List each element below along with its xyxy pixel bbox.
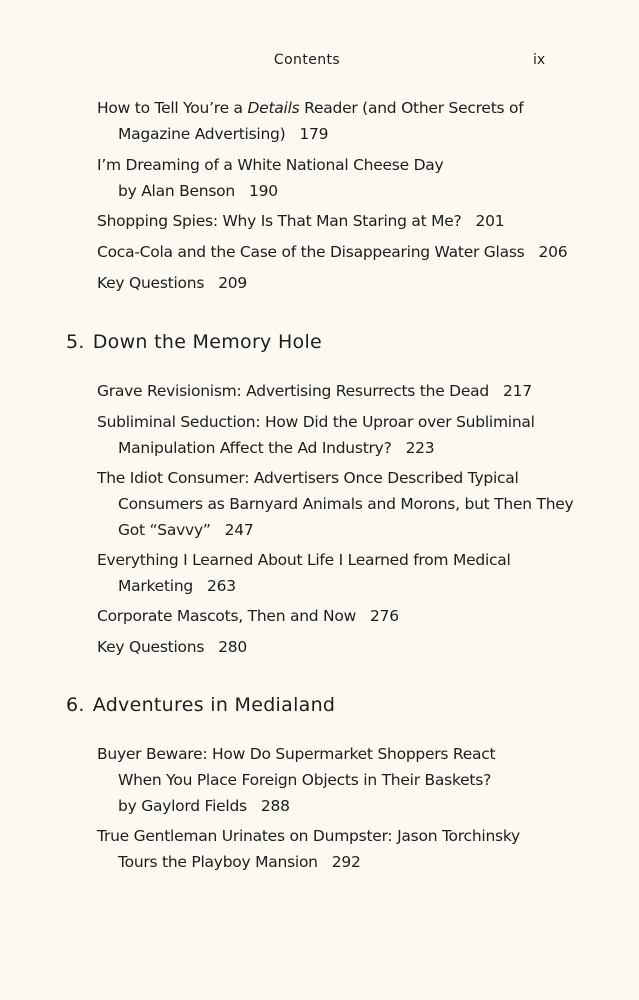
toc-entry: Key Questions 280: [97, 638, 248, 656]
chapter-title: Down the Memory Hole: [92, 331, 323, 353]
entry-page-number: 288: [260, 797, 290, 815]
entry-page-number: 206: [538, 243, 568, 261]
toc-entry: Key Questions 209: [97, 274, 248, 292]
chapter-heading: [66, 694, 335, 716]
toc-entry: True Gentleman Urinates on Dumpster: Jason Torchinsky Tours the Playboy Mansion 292: [97, 827, 520, 871]
toc-entry: Buyer Beware: How Do Supermarket Shoppers React When You Place Foreign Objects in Their Baskets? by Gaylord Fields 288: [97, 745, 496, 815]
italic-title: Details: [247, 99, 300, 117]
entry-page-number: 201: [475, 212, 505, 230]
entry-page-number: 179: [299, 125, 329, 143]
toc-entry: Shopping Spies: Why Is That Man Staring at Me? 201: [97, 212, 505, 230]
running-title: Contents: [273, 52, 341, 68]
toc-entry: Coca-Cola and the Case of the Disappearing Water Glass 206: [97, 243, 568, 261]
running-header: [0, 52, 639, 72]
toc-entry: Corporate Mascots, Then and Now 276: [97, 607, 399, 625]
chapter-heading: [66, 331, 322, 353]
entry-page-number: 217: [502, 382, 532, 400]
entry-page-number: 209: [218, 274, 248, 292]
toc-entry: Subliminal Seduction: How Did the Uproar over Subliminal Manipulation Affect the Ad Industry? 223: [97, 413, 535, 457]
entry-page-number: 263: [207, 577, 236, 595]
entry-page-number: 247: [224, 521, 254, 539]
toc-entry: I’m Dreaming of a White National Cheese Day by Alan Benson 190: [97, 156, 444, 200]
entry-page-number: 280: [218, 638, 248, 656]
chapter-number: 5.: [66, 331, 85, 353]
toc-entry: Grave Revisionism: Advertising Resurrects the Dead 217: [97, 382, 532, 400]
toc-entry: Everything I Learned About Life I Learned from Medical Marketing 263: [97, 551, 511, 595]
entry-page-number: 292: [331, 853, 361, 871]
page-number: ix: [533, 52, 546, 68]
entry-page-number: 276: [370, 607, 399, 625]
chapter-title: Adventures in Medialand: [92, 694, 336, 716]
chapter-number: 6.: [66, 694, 85, 716]
entry-page-number: 190: [248, 182, 278, 200]
entry-page-number: 223: [405, 439, 435, 457]
toc-entry: How to Tell You’re a Details Reader (and Other Secrets of Magazine Advertising) 179: [97, 99, 524, 143]
toc-entry: The Idiot Consumer: Advertisers Once Described Typical Consumers as Barnyard Animals and Morons, but Then They Got “Savvy” 247: [97, 469, 574, 539]
